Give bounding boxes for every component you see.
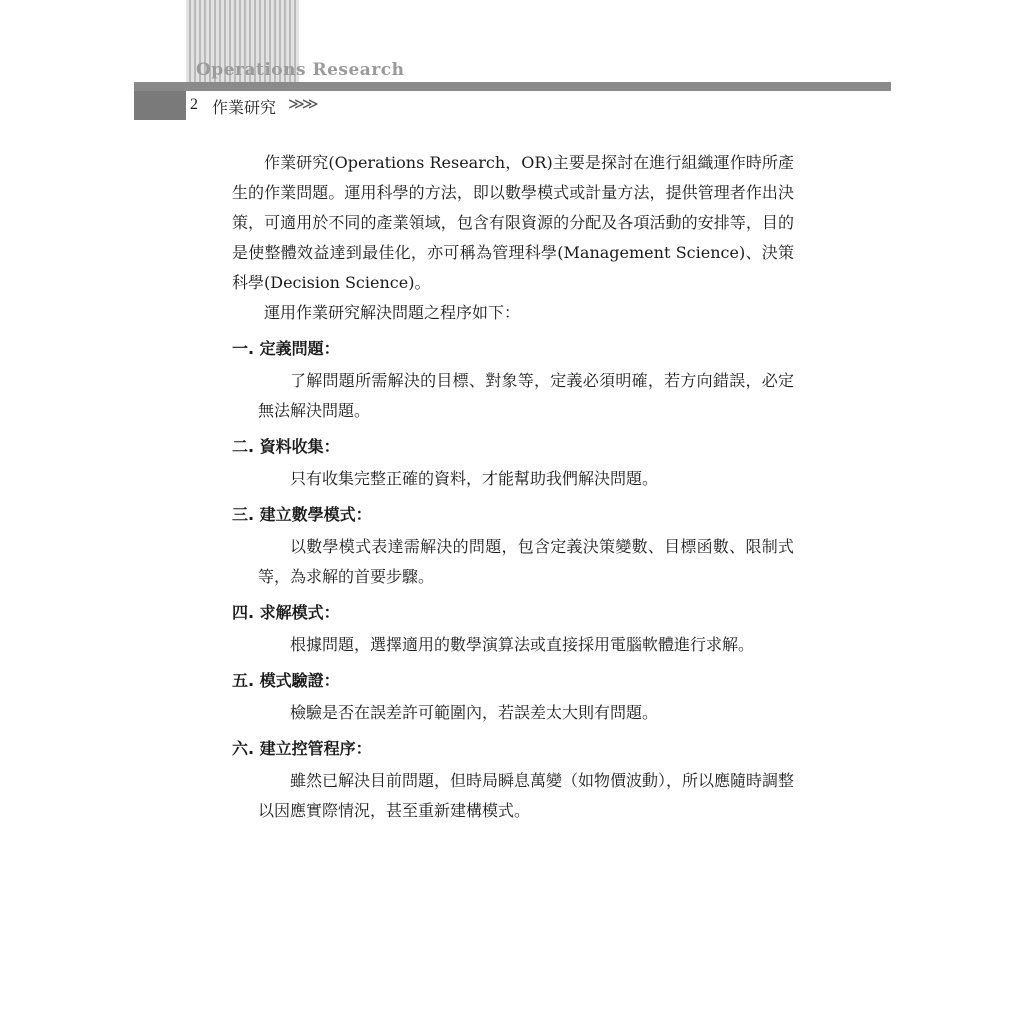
step-body: 只有收集完整正確的資料，才能幫助我們解決問題。 — [290, 469, 659, 488]
step-body: 根據問題，選擇適用的數學演算法或直接採用電腦軟體進行求解。 — [290, 635, 755, 654]
step-body: 檢驗是否在誤差許可範圍內，若誤差太大則有問題。 — [290, 703, 659, 722]
step-heading: 二. 資料收集： — [232, 437, 340, 456]
page-tab-block — [134, 91, 186, 120]
step-heading: 六. 建立控管程序： — [232, 739, 372, 758]
intro-paragraph: 作業研究(Operations Research，OR)主要是探討在進行組織運作時所產生的作業問題。運用科學的方法，即以數學模式或計量方法，提供管理者作出決策，可適用於不同的產業領域，包含有限資源的分配及各項活動的安排等，目的是使整體效益達到最佳化，亦可稱為管理科學(Management Science)、決策科學(Decision Science)。 — [232, 153, 794, 292]
step-heading: 五. 模式驗證： — [232, 671, 340, 690]
page-number: 2 — [190, 96, 198, 113]
page-body — [232, 148, 794, 830]
procedure-intro: 運用作業研究解決問題之程序如下： — [264, 303, 521, 322]
step-list — [232, 334, 794, 826]
step-heading: 一. 定義問題： — [232, 339, 340, 358]
step-heading: 四. 求解模式： — [232, 603, 340, 622]
book-title: 作業研究 — [212, 98, 277, 117]
series-title: Operations Research — [196, 60, 405, 80]
step-body: 了解問題所需解決的目標、對象等，定義必須明確，若方向錯誤，必定無法解決問題。 — [258, 371, 794, 420]
step-body: 以數學模式表達需解決的問題，包含定義決策變數、目標函數、限制式等，為求解的首要步驟。 — [258, 537, 794, 586]
header-rule — [134, 82, 891, 91]
step-body: 雖然已解決目前問題，但時局瞬息萬變（如物價波動），所以應隨時調整以因應實際情況，甚至重新建構模式。 — [258, 771, 795, 820]
chevron-right-icon: ≫≫ — [288, 94, 316, 113]
step-heading: 三. 建立數學模式： — [232, 505, 372, 524]
